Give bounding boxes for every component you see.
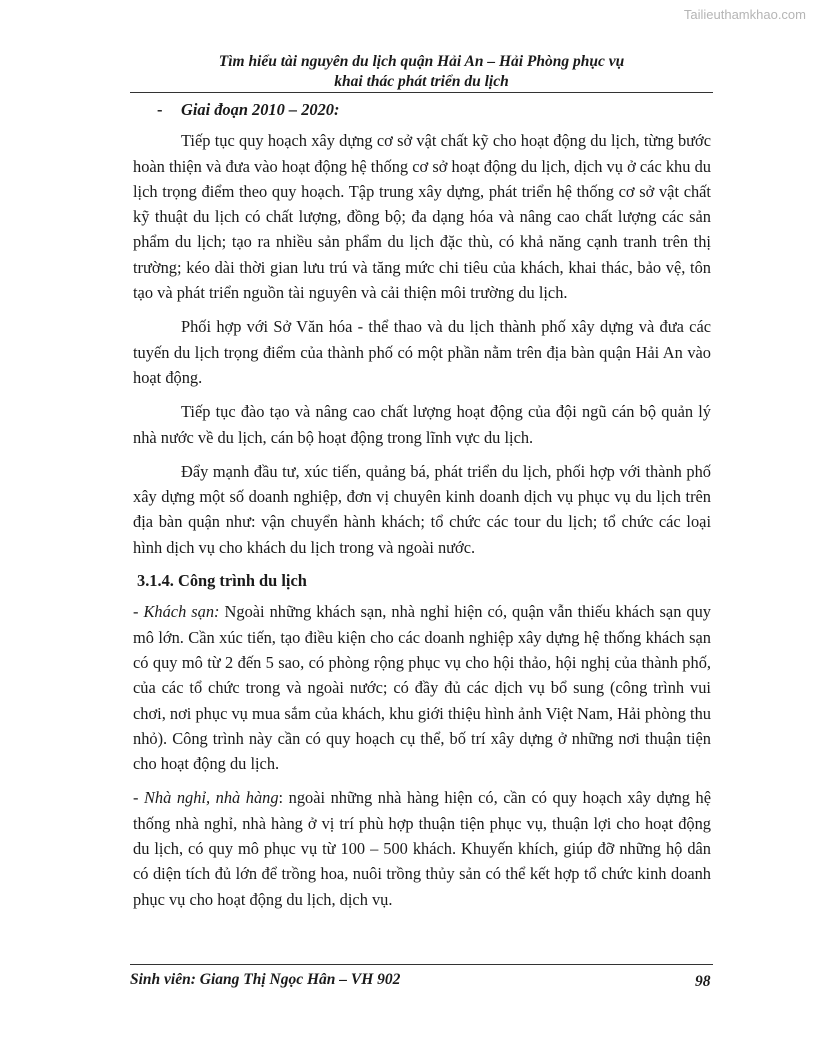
hotel-label: Khách sạn:: [143, 602, 220, 622]
section-heading: 3.1.4. Công trình du lịch: [137, 571, 307, 591]
inn-prefix: -: [133, 788, 144, 808]
inn-label: Nhà nghỉ, nhà hàng: [144, 788, 279, 808]
header-title-line2: khai thác phát triển du lịch: [334, 73, 509, 90]
hotel-prefix: -: [133, 602, 144, 622]
header-title-line1: Tìm hiểu tài nguyên du lịch quận Hải An – Hải Phòng phục vụ: [218, 53, 625, 70]
inn-paragraph: [133, 785, 711, 911]
inn-text: : ngoài những nhà hàng hiện có, cần có quy hoạch xây dựng hệ thống nhà nghỉ, nhà hàng ở vị trí phù hợp thuận tiện phục vụ, thuận lợi cho hoạt động du lịch, có quy mô phục vụ từ 100 – 500 khách. Khuyến khích, giúp đỡ những hộ dân có diện tích đủ lớn để trồng hoa, nuôi trồng thủy sản có thể kết hợp tổ chức kinh doanh phục vụ cho hoạt động du lịch, dịch vụ.: [133, 788, 711, 909]
watermark: Tailieuthamkhao.com: [683, 7, 806, 22]
paragraph-1: Tiếp tục quy hoạch xây dựng cơ sở vật chất kỹ cho hoạt động du lịch, từng bước hoàn thiện và đưa vào hoạt động hệ thống cơ sở hoạt động du lịch, dịch vụ ở các khu du lịch trọng điểm theo quy hoạch. Tập trung xây dựng, phát triển hệ thống cơ sở vật chất kỹ thuật du lịch có chất lượng, đồng bộ; đa dạng hóa và nâng cao chất lượng các sản phẩm du lịch; tạo ra nhiều sản phẩm du lịch đặc thù, có khả năng cạnh tranh trên thị trường; kéo dài thời gian lưu trú và tăng mức chi tiêu của khách, khai thác, bảo vệ, tôn tạo và phát triển nguồn tài nguyên và cải thiện môi trường du lịch.: [133, 131, 711, 303]
document-body: [133, 97, 711, 912]
footer-divider: [130, 964, 713, 965]
hotel-paragraph: [133, 599, 711, 776]
header-divider: [130, 92, 713, 93]
phase-dash: -: [157, 100, 163, 119]
paragraph-3: Tiếp tục đào tạo và nâng cao chất lượng hoạt động của đội ngũ cán bộ quản lý nhà nước về du lịch, cán bộ hoạt động trong lĩnh vực du lịch.: [133, 402, 711, 447]
page-header: [130, 52, 713, 92]
phase-heading: [133, 97, 711, 122]
page-number: 98: [695, 973, 711, 990]
paragraph-2: Phối hợp với Sở Văn hóa - thể thao và du lịch thành phố xây dựng và đưa các tuyến du lịch trọng điểm của thành phố có một phần nằm trên địa bàn quận Hải An vào hoạt động.: [133, 317, 711, 387]
paragraph-4: Đẩy mạnh đầu tư, xúc tiến, quảng bá, phát triển du lịch, phối hợp với thành phố xây dựng một số doanh nghiệp, đơn vị chuyên kinh doanh dịch vụ phục vụ du lịch trên địa bàn quận như: vận chuyển hành khách; tổ chức các tour du lịch; tổ chức các loại hình dịch vụ cho khách du lịch trong và ngoài nước.: [133, 461, 711, 557]
footer-student: Sinh viên: Giang Thị Ngọc Hân – VH 902: [130, 971, 401, 988]
hotel-text: Ngoài những khách sạn, nhà nghỉ hiện có, quận vẫn thiếu khách sạn quy mô lớn. Cần xúc tiến, tạo điều kiện cho các doanh nghiệp xây dựng hệ thống khách sạn có quy mô từ 2 đến 5 sao, có phòng rộng phục vụ cho hội thảo, hội nghị của thành phố, của các tổ chức trong và ngoài nước; có đầy đủ các dịch vụ bổ sung (công trình vui chơi, nơi phục vụ mua sắm của khách, khu giới thiệu hình ảnh Việt Nam, Hải phòng thu nhỏ). Công trình này cần có quy hoạch cụ thể, bố trí xây dựng ở những nơi thuận tiện cho hoạt động du lịch.: [133, 602, 712, 774]
phase-heading-text: Giai đoạn 2010 – 2020:: [181, 100, 340, 119]
